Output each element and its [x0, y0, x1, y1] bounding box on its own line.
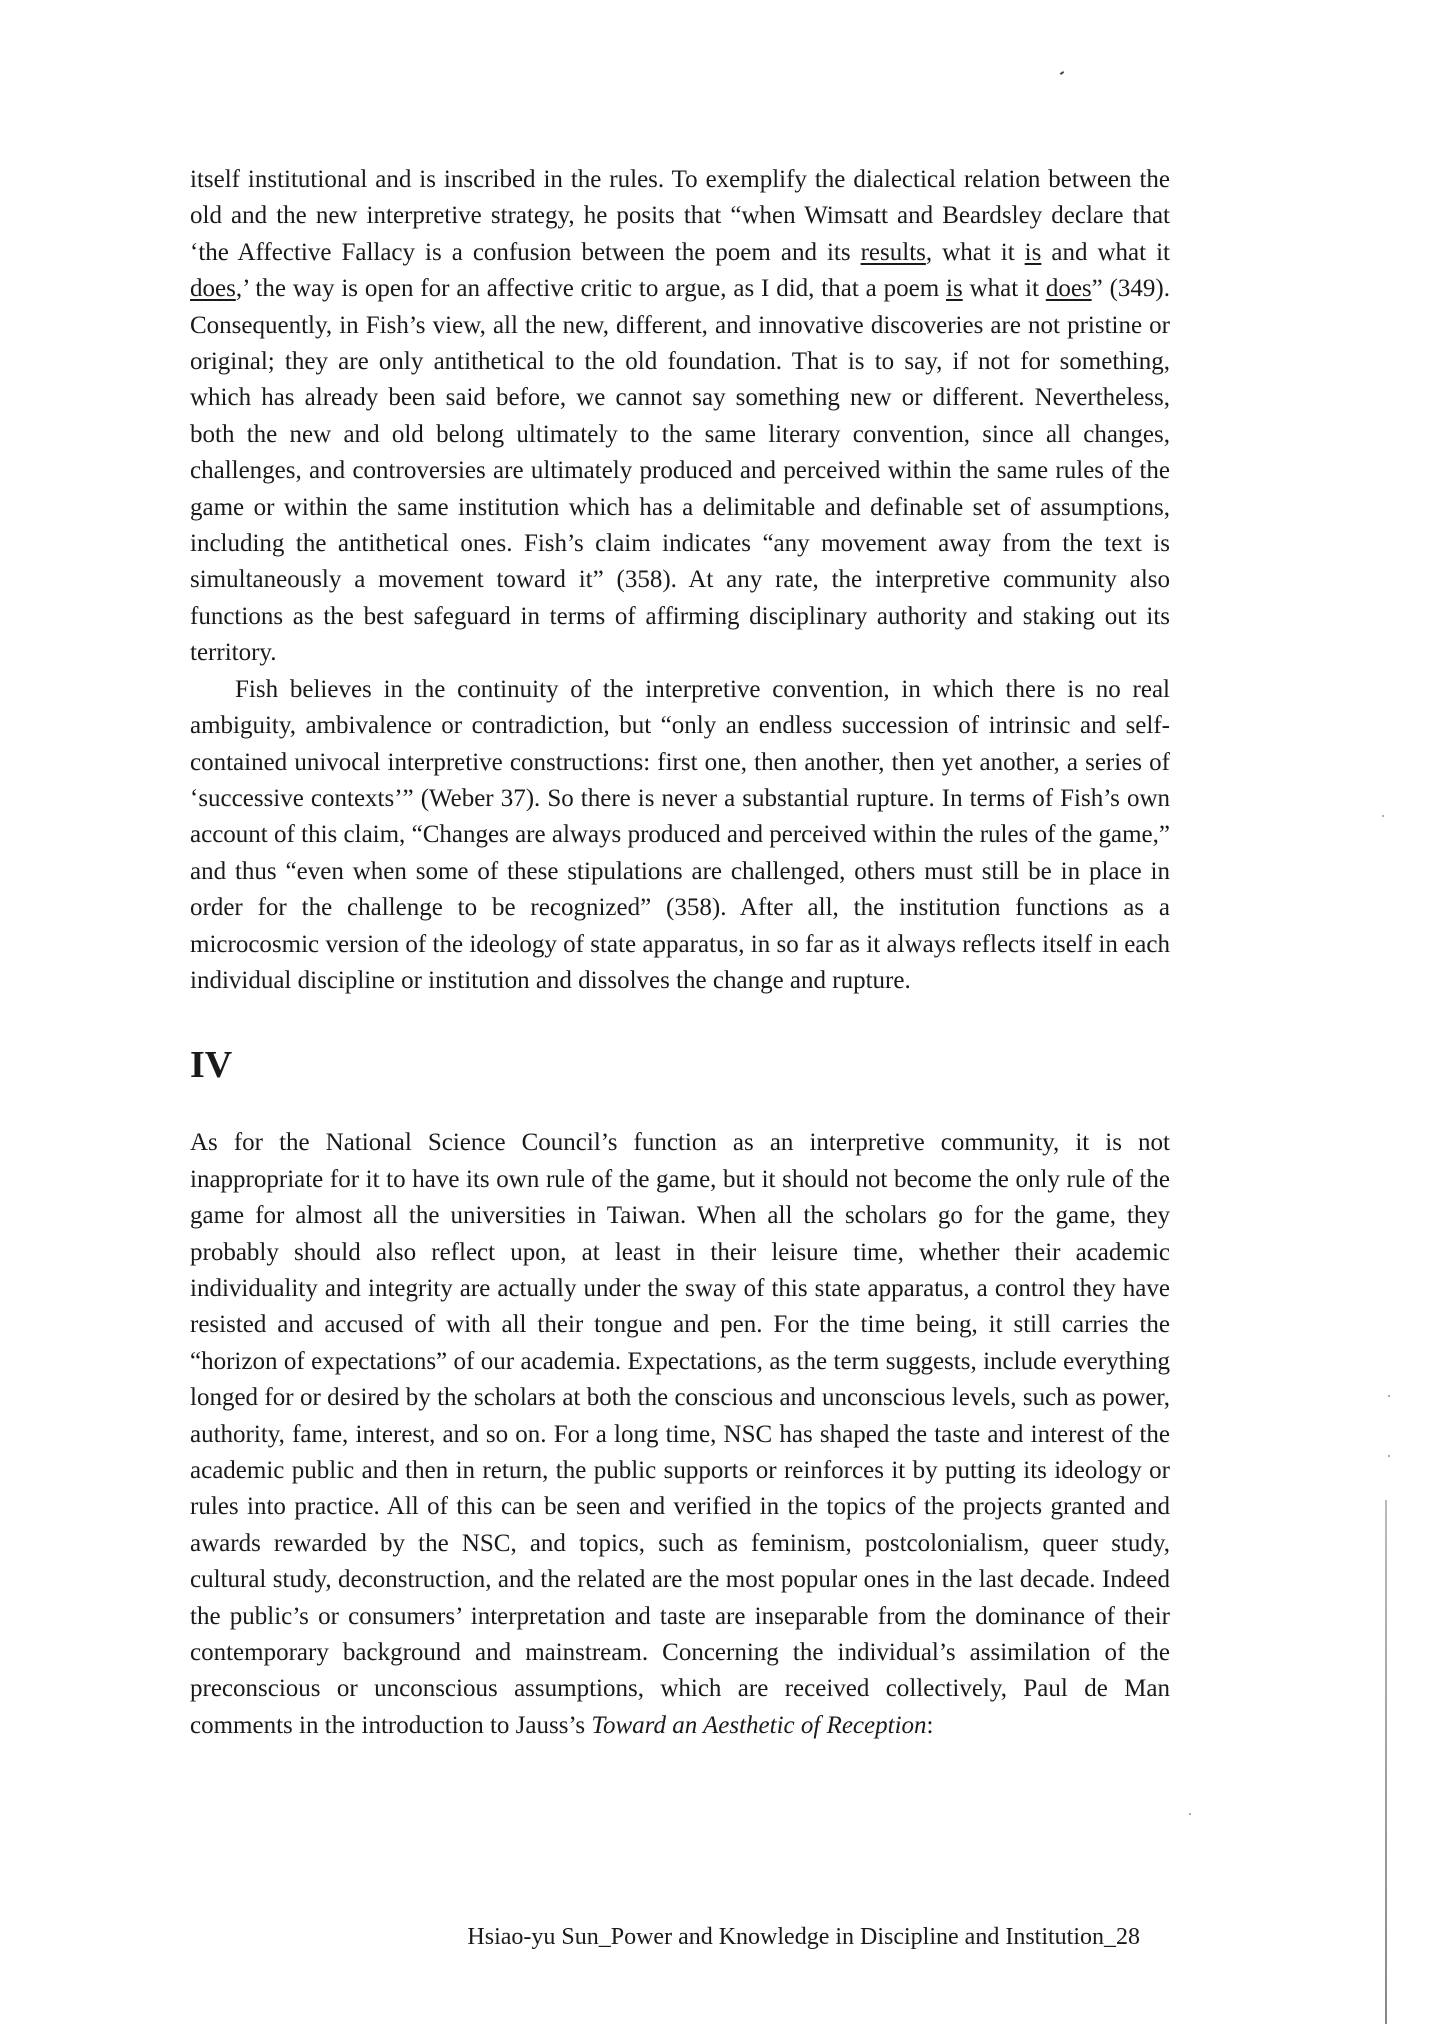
text-run: and what it: [1041, 238, 1170, 266]
text-run: ,’ the way is open for an affective critic to argue, as I did, that a poem: [235, 275, 947, 303]
paragraph-3: [190, 1125, 1170, 1744]
scan-mark: [1060, 71, 1064, 75]
underlined-word: is: [1024, 238, 1042, 266]
text-run: , what it: [925, 238, 1025, 266]
scan-speck: [1388, 1395, 1390, 1397]
text-run: itself institutional and is inscribed in the rules. To exemplify the dialectical relation between the old and the new interpretive strategy, he posits that “when Wimsatt and Beardsley declare that ‘the Affective Fallacy is a confusion between the poem and its: [190, 166, 1170, 266]
underlined-word: does: [190, 275, 236, 303]
body-text: [190, 162, 1170, 1744]
scan-speck: [1189, 1813, 1191, 1815]
text-run: As for the National Science Council’s function as an interpretive community, it is not inappropriate for it to have its own rule of the game, but it should not become the only rule of the game for almost all the universities in Taiwan. When all the scholars go for the game, they probably should also reflect upon, at least in their leisure time, whether their academic individuality and integrity are actually under the sway of this state apparatus, a control they have resisted and accused of with all their tongue and pen. For the time being, it still carries the “horizon of expectations” of our academia. Expectations, as the term suggests, include everything longed for or desired by the scholars at both the conscious and unconscious levels, such as power, authority, fame, interest, and so on. For a long time, NSC has shaped the taste and interest of the academic public and then in return, the public supports or reinforces it by putting its ideology or rules into practice. All of this can be seen and verified in the topics of the projects granted and awards rewarded by the NSC, and topics, such as feminism, postcolonialism, queer study, cultural study, deconstruction, and the related are the most popular ones in the last decade. Indeed the public’s or consumers’ interpretation and taste are inseparable from the dominance of their contemporary background and mainstream. Concerning the individual’s assimilation of the preconscious or unconscious assumptions, which are received collectively, Paul de Man comments in the introduction to Jauss’s: [190, 1129, 1170, 1739]
underlined-word: results: [860, 238, 926, 266]
paragraph-1: [190, 162, 1170, 672]
text-run: ” (349). Consequently, in Fish’s view, all the new, different, and innovative discoveries are not pristine or original; they are only antithetical to the old foundation. That is to say, if not for something, which has already been said before, we cannot say something new or different. Nevertheless, both the new and old belong ultimately to the same literary convention, since all changes, challenges, and controversies are ultimately produced and perceived within the same rules of the game or within the same institution which has a delimitable and definable set of assumptions, including the antithetical ones. Fish’s claim indicates “any movement away from the text is simultaneously a movement toward it” (358). At any rate, the interpretive community also functions as the best safeguard in terms of affirming disciplinary authority and staking out its territory.: [190, 275, 1171, 667]
paragraph-2: Fish believes in the continuity of the interpretive convention, in which there is no real ambiguity, ambivalence or contradiction, but “only an endless succession of intrinsic and self-contained univocal interpretive constructions: first one, then another, then yet another, a series of ‘successive contexts’” (Weber 37). So there is never a substantial rupture. In terms of Fish’s own account of this claim, “Changes are always produced and perceived within the rules of the game,” and thus “even when some of these stipulations are challenged, others must still be in place in order for the challenge to be recognized” (358). After all, the institution functions as a microcosmic version of the ideology of state apparatus, in so far as it always reflects itself in each individual discipline or institution and dissolves the change and rupture.: [190, 675, 1170, 994]
text-run: :: [926, 1711, 934, 1739]
section-heading: IV: [190, 1044, 233, 1087]
scan-speck: [1382, 815, 1384, 817]
text-run: what it: [962, 275, 1046, 303]
page-footer: Hsiao-yu Sun_Power and Knowledge in Discipline and Institution_28: [467, 1924, 1140, 1950]
scan-speck: [1388, 1455, 1390, 1457]
underlined-word: is: [946, 275, 963, 303]
scan-edge: [1385, 1500, 1387, 2024]
book-title: Toward an Aesthetic of Reception: [591, 1711, 927, 1739]
underlined-word: does: [1045, 275, 1092, 303]
